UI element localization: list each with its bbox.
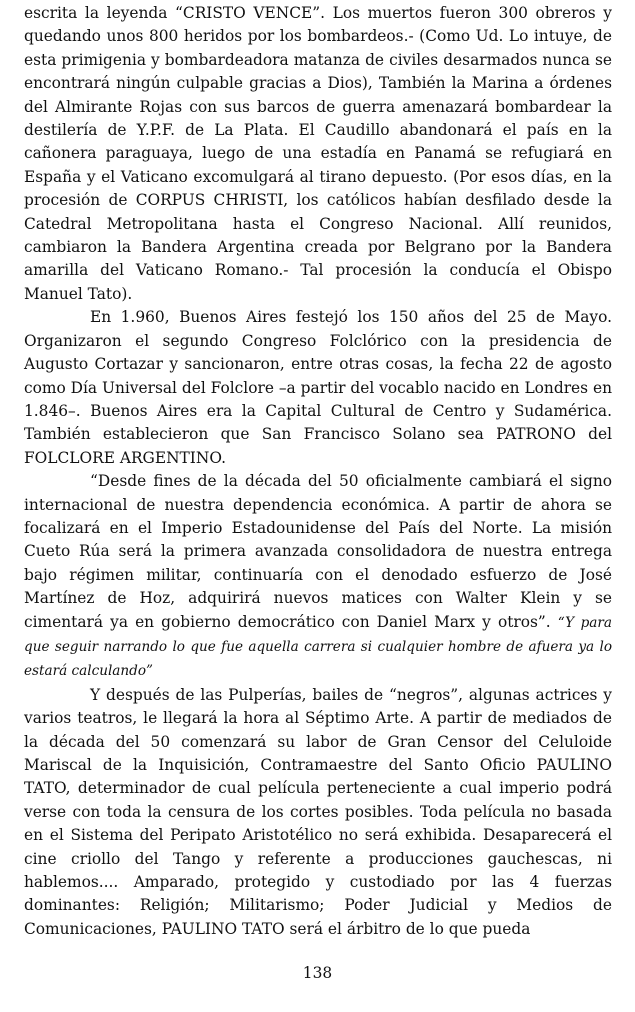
paragraph-4: Y después de las Pulperías, bailes de “negros”, algunas actrices y varios teatros, le llegará la hora al Séptimo Arte. A partir de mediados de la década del 50 comenzará su labor de Gran Censor del Celuloide Mariscal de la Inquisición, Contramaestre del Santo Oficio PAULINO TATO, determinador de cual película perteneciente a cual imperio podrá verse con toda la censura de los cortes posibles. Toda película no basada en el Sistema del Peripato Aristotélico no será exhibida. Desaparecerá el cine criollo del Tango y referente a producciones gauchescas, ni hablemos.... Amparado, protegido y custodiado por las 4 fuerzas dominantes: Religión; Militarismo; Poder Judicial y Medios de Comunicaciones, PAULINO TATO será el árbitro de lo que pueda xyxy=(24,685,612,938)
paragraph-2: En 1.960, Buenos Aires festejó los 150 años del 25 de Mayo. Organizaron el segundo Congreso Folclórico con la presidencia de Augusto Cortazar y sancionaron, entre otras cosas, la fecha 22 de agosto como Día Universal del Folclore –a partir del vocablo nacido en Londres en 1.846–. Buenos Aires era la Capital Cultural de Centro y Sudamérica. También establecieron que San Francisco Solano sea PATRONO del FOLCLORE ARGENTINO. xyxy=(24,308,612,467)
paragraph-1: escrita la leyenda “CRISTO VENCE”. Los muertos fueron 300 obreros y quedando unos 800 heridos por los bombardeos.- (Como Ud. Lo intuye, de esta primigenia y bombardeadora matanza de civiles desarmados nunca se encontrará ningún culpable gracias a Dios), También la Marina a órdenes del Almirante Rojas con sus barcos de guerra amenazará bombardear la destilería de Y.P.F. de La Plata. El Caudillo abandonará el país en la cañonera paraguaya, luego de una estadía en Panamá se refugiará en España y el Vaticano excomulgará al tirano depuesto. (Por esos días, en la procesión de CORPUS CHRISTI, los católicos habían desfilado desde la Catedral Metropolitana hasta el Congreso Nacional. Allí reunidos, cambiaron la Bandera Argentina creada por Belgrano por la Bandera amarilla del Vaticano Romano.- Tal procesión la conducía el Obispo Manuel Tato). xyxy=(24,4,612,303)
page-number: 138 xyxy=(302,964,333,982)
paragraph-3 xyxy=(24,470,612,684)
paragraph-3-italic-quote: “Y para que seguir narrando lo que fue aquella carrera si cualquier hombre de afuera ya lo estará calculando” xyxy=(24,614,612,680)
paragraph-3-quote: “Desde fines de la década del 50 oficialmente cambiará el signo internacional de nuestra dependencia económica. A partir de ahora se focalizará en el Imperio Estadounidense del País del Norte. La misión Cueto Rúa será la primera avanzada consolidadora de nuestra entrega bajo régimen militar, continuaría con el denodado esfuerzo de José Martínez de Hoz, adquirirá nuevos matices con Walter Klein y se cimentará ya en gobierno democrático con Daniel Marx y otros”. xyxy=(24,472,612,631)
page-body xyxy=(24,2,612,941)
